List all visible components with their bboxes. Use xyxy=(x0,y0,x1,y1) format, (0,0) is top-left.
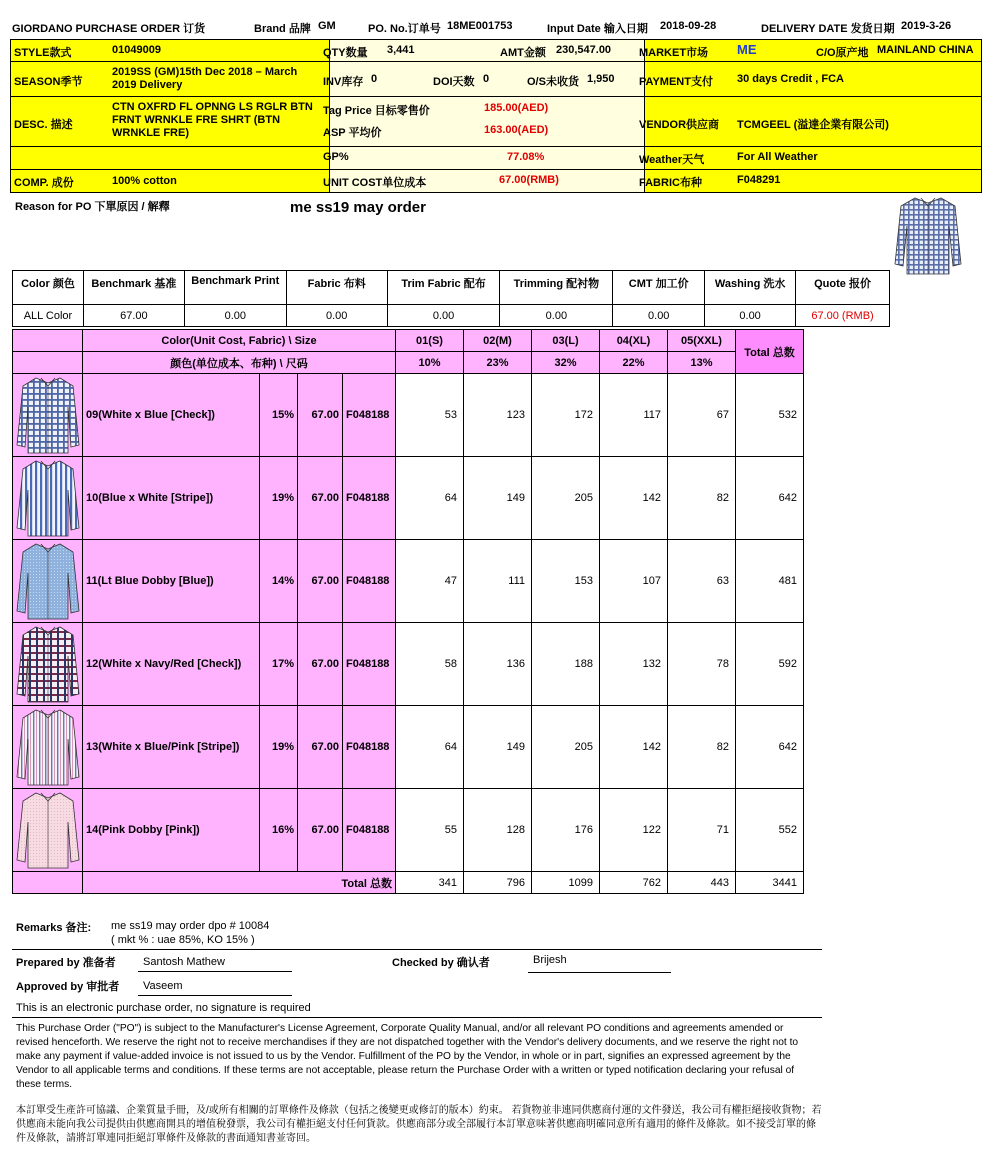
benchmark-col-header: Benchmark 基准 xyxy=(83,271,184,305)
qty-cell: 142 xyxy=(600,706,668,789)
asp-value: 163.00(AED) xyxy=(484,124,549,136)
po-title: GIORDANO PURCHASE ORDER 订货 xyxy=(12,23,206,35)
dobby-shirt-icon xyxy=(13,540,83,623)
qty-cell: 71 xyxy=(668,789,736,872)
order-quantity-table xyxy=(12,329,804,894)
order-header-row-2 xyxy=(13,352,804,374)
qty-cell: 188 xyxy=(532,623,600,706)
payment-value: 30 days Credit , FCA xyxy=(737,73,844,85)
qty-cell: 205 xyxy=(532,457,600,540)
fabric-code-cell: F048188 xyxy=(343,706,396,789)
qty-cell: 47 xyxy=(396,540,464,623)
qty-cell: 78 xyxy=(668,623,736,706)
checked-by-value: Brijesh xyxy=(533,954,567,966)
qty-label: QTY数量 xyxy=(323,47,368,59)
size-header: 04(XL) xyxy=(600,330,668,352)
prepared-by-value: Santosh Mathew xyxy=(143,956,225,968)
fabric-code-cell: F048188 xyxy=(343,457,396,540)
color-size-header: Color(Unit Cost, Fabric) \ Size xyxy=(83,330,396,352)
unit-cost-value: 67.00(RMB) xyxy=(499,174,559,186)
color-pct-cell: 16% xyxy=(260,789,298,872)
signature-line xyxy=(138,995,292,996)
table-row xyxy=(13,457,804,540)
os-label: O/S未收货 xyxy=(527,76,579,88)
dobby-shirt-icon xyxy=(13,789,83,872)
gp-value: 77.08% xyxy=(507,151,545,163)
row-total-cell: 552 xyxy=(736,789,804,872)
table-row xyxy=(13,540,804,623)
unit-cost-cell: 67.00 xyxy=(298,540,343,623)
checked-by-label: Checked by 确认者 xyxy=(392,957,490,969)
order-header-row-1 xyxy=(13,330,804,352)
style-label: STYLE款式 xyxy=(14,47,72,59)
row-total-cell: 642 xyxy=(736,706,804,789)
size-header: 01(S) xyxy=(396,330,464,352)
benchmark-col-header: Trimming 配衬物 xyxy=(500,271,613,305)
row-divider xyxy=(11,61,981,62)
prepared-by-label: Prepared by 准备者 xyxy=(16,957,116,969)
unit-cost-cell: 67.00 xyxy=(298,374,343,457)
qty-cell: 67 xyxy=(668,374,736,457)
qty-cell: 82 xyxy=(668,457,736,540)
vendor-label: VENDOR供应商 xyxy=(639,119,720,131)
amt-label: AMT金额 xyxy=(500,47,546,59)
signature-line xyxy=(528,972,671,973)
shirt-thumbnail-icon xyxy=(893,194,963,276)
desc-label: DESC. 描述 xyxy=(14,119,73,131)
qty-cell: 123 xyxy=(464,374,532,457)
qty-cell: 122 xyxy=(600,789,668,872)
qty-cell: 172 xyxy=(532,374,600,457)
qty-cell: 82 xyxy=(668,706,736,789)
size-total-cell: 1099 xyxy=(532,872,600,894)
qty-cell: 117 xyxy=(600,374,668,457)
qty-cell: 58 xyxy=(396,623,464,706)
brand-label: Brand 品牌 xyxy=(254,23,311,35)
color-name-cell: 12(White x Navy/Red [Check]) xyxy=(83,623,260,706)
qty-cell: 153 xyxy=(532,540,600,623)
table-row xyxy=(13,374,804,457)
divider xyxy=(12,1017,822,1018)
color-name-cell: 14(Pink Dobby [Pink]) xyxy=(83,789,260,872)
payment-label: PAYMENT支付 xyxy=(639,76,713,88)
row-total-cell: 592 xyxy=(736,623,804,706)
size-pct: 23% xyxy=(464,352,532,374)
thumb-header-cell xyxy=(13,352,83,374)
remarks-label: Remarks 备注: xyxy=(16,922,92,934)
po-info-block xyxy=(10,39,982,193)
benchmark-cell: 0.00 xyxy=(613,305,705,327)
qty-cell: 132 xyxy=(600,623,668,706)
stripe-shirt-icon xyxy=(13,457,83,540)
color-pct-cell: 14% xyxy=(260,540,298,623)
row-divider xyxy=(11,169,981,170)
size-total-cell: 762 xyxy=(600,872,668,894)
color-size-header-cn: 颜色(单位成本、布种) \ 尺码 xyxy=(83,352,396,374)
qty-cell: 107 xyxy=(600,540,668,623)
input-date-label: Input Date 输入日期 xyxy=(547,23,648,35)
qty-cell: 136 xyxy=(464,623,532,706)
color-pct-cell: 19% xyxy=(260,706,298,789)
divider xyxy=(12,949,822,950)
signature-line xyxy=(138,971,292,972)
order-total-row xyxy=(13,872,804,894)
benchmark-cell: 67.00 xyxy=(83,305,184,327)
size-pct: 22% xyxy=(600,352,668,374)
market-value: ME xyxy=(737,42,757,57)
row-total-cell: 481 xyxy=(736,540,804,623)
unit-cost-cell: 67.00 xyxy=(298,789,343,872)
terms-english: This Purchase Order ("PO") is subject to the Manufacturer's License Agreement, Corporate Quality Manual, and/or all relevant PO conditions and agreements amended or revised henceforth. We reserve the right not to receive merchandises if they are not dispatched together with the Vendor's delivery documents, and we reserve the right not to make any payment if value-added invoice is not issued to us by the Vendor. Fulfillment of the PO by the Vendor, in whole or in part, signifies an expressed agreement by the Vendor to all applicable terms and conditions. If these terms are not acceptable, please return the Purchase Order with a written or typed notification declaring your refusal of these terms. xyxy=(16,1023,799,1090)
qty-cell: 63 xyxy=(668,540,736,623)
inv-value: 0 xyxy=(371,73,378,85)
delivery-date-value: 2019-3-26 xyxy=(901,20,952,32)
comp-value: 100% cotton xyxy=(112,175,177,187)
qty-cell: 53 xyxy=(396,374,464,457)
origin-value: MAINLAND CHINA xyxy=(877,44,974,56)
benchmark-cell: 0.00 xyxy=(184,305,286,327)
season-value: 2019SS (GM)15th Dec 2018 – March 2019 Delivery xyxy=(112,66,298,91)
fabric-code-cell: F048188 xyxy=(343,540,396,623)
color-pct-cell: 17% xyxy=(260,623,298,706)
footer-total-label: Total 总数 xyxy=(83,872,396,894)
qty-cell: 55 xyxy=(396,789,464,872)
benchmark-cell: ALL Color xyxy=(13,305,84,327)
thumb-footer-cell xyxy=(13,872,83,894)
thumb-header-cell xyxy=(13,330,83,352)
market-label: MARKET市场 xyxy=(639,47,709,59)
stripe-shirt-icon xyxy=(13,706,83,789)
qty-cell: 128 xyxy=(464,789,532,872)
electronic-note: This is an electronic purchase order, no signature is required xyxy=(16,1002,311,1014)
row-total-cell: 532 xyxy=(736,374,804,457)
table-row xyxy=(13,623,804,706)
gp-label: GP% xyxy=(323,151,349,163)
check-shirt-icon xyxy=(13,623,83,706)
row-divider xyxy=(11,146,981,147)
reason-value: me ss19 may order xyxy=(290,199,426,216)
color-name-cell: 10(Blue x White [Stripe]) xyxy=(83,457,260,540)
approved-by-label: Approved by 审批者 xyxy=(16,981,120,993)
asp-label: ASP 平均价 xyxy=(323,127,382,139)
qty-value: 3,441 xyxy=(387,44,415,56)
benchmark-col-header: Trim Fabric 配布 xyxy=(387,271,500,305)
unit-cost-cell: 67.00 xyxy=(298,623,343,706)
row-total-cell: 642 xyxy=(736,457,804,540)
vendor-value: TCMGEEL (溢達企業有限公司) xyxy=(737,119,889,131)
desc-value: CTN OXFRD FL OPNNG LS RGLR BTN FRNT WRNKLE FRE SHRT (BTN WRNKLE FRE) xyxy=(112,101,313,139)
weather-label: Weather天气 xyxy=(639,154,705,166)
total-header: Total 总数 xyxy=(736,330,804,374)
delivery-date-label: DELIVERY DATE 发货日期 xyxy=(761,23,895,35)
unit-cost-cell: 67.00 xyxy=(298,706,343,789)
size-header: 05(XXL) xyxy=(668,330,736,352)
benchmark-quote-cell: 67.00 (RMB) xyxy=(796,305,890,327)
inv-label: INV库存 xyxy=(323,76,364,88)
fabric-code-cell: F048188 xyxy=(343,374,396,457)
fabric-code-cell: F048188 xyxy=(343,623,396,706)
qty-cell: 149 xyxy=(464,457,532,540)
size-header: 02(M) xyxy=(464,330,532,352)
color-name-cell: 11(Lt Blue Dobby [Blue]) xyxy=(83,540,260,623)
unit-cost-label: UNIT COST单位成本 xyxy=(323,177,427,189)
brand-value: GM xyxy=(318,20,336,32)
benchmark-data-row xyxy=(13,305,890,327)
weather-value: For All Weather xyxy=(737,151,818,163)
doi-value: 0 xyxy=(483,73,490,85)
reason-label: Reason for PO 下單原因 / 解釋 xyxy=(15,201,170,213)
color-name-cell: 13(White x Blue/Pink [Stripe]) xyxy=(83,706,260,789)
approved-by-value: Vaseem xyxy=(143,980,183,992)
qty-cell: 142 xyxy=(600,457,668,540)
qty-cell: 176 xyxy=(532,789,600,872)
row-divider xyxy=(11,96,981,97)
remarks-line-1: me ss19 may order dpo # 10084 xyxy=(111,920,270,932)
size-header: 03(L) xyxy=(532,330,600,352)
qty-cell: 64 xyxy=(396,457,464,540)
origin-label: C/O原产地 xyxy=(816,47,869,59)
benchmark-header-row xyxy=(13,271,890,305)
benchmark-cell: 0.00 xyxy=(705,305,796,327)
remarks-line-2: ( mkt % : uae 85%, KO 15% ) xyxy=(111,934,255,946)
os-value: 1,950 xyxy=(587,73,615,85)
po-number-value: 18ME001753 xyxy=(447,20,513,32)
comp-label: COMP. 成份 xyxy=(14,177,74,189)
size-total-cell: 443 xyxy=(668,872,736,894)
input-date-value: 2018-09-28 xyxy=(660,20,717,32)
size-pct: 32% xyxy=(532,352,600,374)
check-shirt-icon xyxy=(13,374,83,457)
qty-cell: 205 xyxy=(532,706,600,789)
color-pct-cell: 15% xyxy=(260,374,298,457)
benchmark-cell: 0.00 xyxy=(387,305,500,327)
season-label: SEASON季节 xyxy=(14,76,83,88)
amt-value: 230,547.00 xyxy=(556,44,612,56)
qty-cell: 64 xyxy=(396,706,464,789)
color-name-cell: 09(White x Blue [Check]) xyxy=(83,374,260,457)
size-total-cell: 796 xyxy=(464,872,532,894)
unit-cost-cell: 67.00 xyxy=(298,457,343,540)
size-pct: 10% xyxy=(396,352,464,374)
fabric-label: FABRIC布种 xyxy=(639,177,702,189)
table-row xyxy=(13,706,804,789)
size-pct: 13% xyxy=(668,352,736,374)
fabric-code-cell: F048188 xyxy=(343,789,396,872)
table-row xyxy=(13,789,804,872)
qty-cell: 111 xyxy=(464,540,532,623)
fabric-value: F048291 xyxy=(737,174,781,186)
benchmark-cell: 0.00 xyxy=(500,305,613,327)
style-value: 01049009 xyxy=(112,44,161,56)
tag-price-label: Tag Price 目标零售价 xyxy=(323,105,430,117)
benchmark-table xyxy=(12,270,890,327)
benchmark-col-header: Fabric 布料 xyxy=(286,271,387,305)
terms-chinese: 本訂單受生產許可協議、企業質量手冊，及/或所有相關的訂單條件及條款（包括之後變更或修訂的版本）約束。 若貨物並非連同供應商付運的文件發送，我公司有權拒絕接收貨物；若供應商未能向我公司提供由供應商開具的增值稅發票，我公司有權拒絕支付任何貨款。供應商部分或全部履行本訂單意味著供應商明確同意所有適用的條件及條款。如不接受訂單的條件及條款，請將訂單連同拒絕訂單條件及條款的書面通知書並寄回。 xyxy=(16,1105,822,1144)
benchmark-cell: 0.00 xyxy=(286,305,387,327)
grand-total-cell: 3441 xyxy=(736,872,804,894)
benchmark-col-header: Washing 洗水 xyxy=(705,271,796,305)
benchmark-col-header: CMT 加工价 xyxy=(613,271,705,305)
color-pct-cell: 19% xyxy=(260,457,298,540)
qty-cell: 149 xyxy=(464,706,532,789)
size-total-cell: 341 xyxy=(396,872,464,894)
tag-price-value: 185.00(AED) xyxy=(484,102,549,114)
benchmark-col-header: Color 颜色 xyxy=(13,271,84,305)
po-number-label: PO. No.订单号 xyxy=(368,23,441,35)
doi-label: DOI天数 xyxy=(433,76,475,88)
benchmark-col-header: Benchmark Print xyxy=(184,271,286,305)
benchmark-col-header: Quote 报价 xyxy=(796,271,890,305)
